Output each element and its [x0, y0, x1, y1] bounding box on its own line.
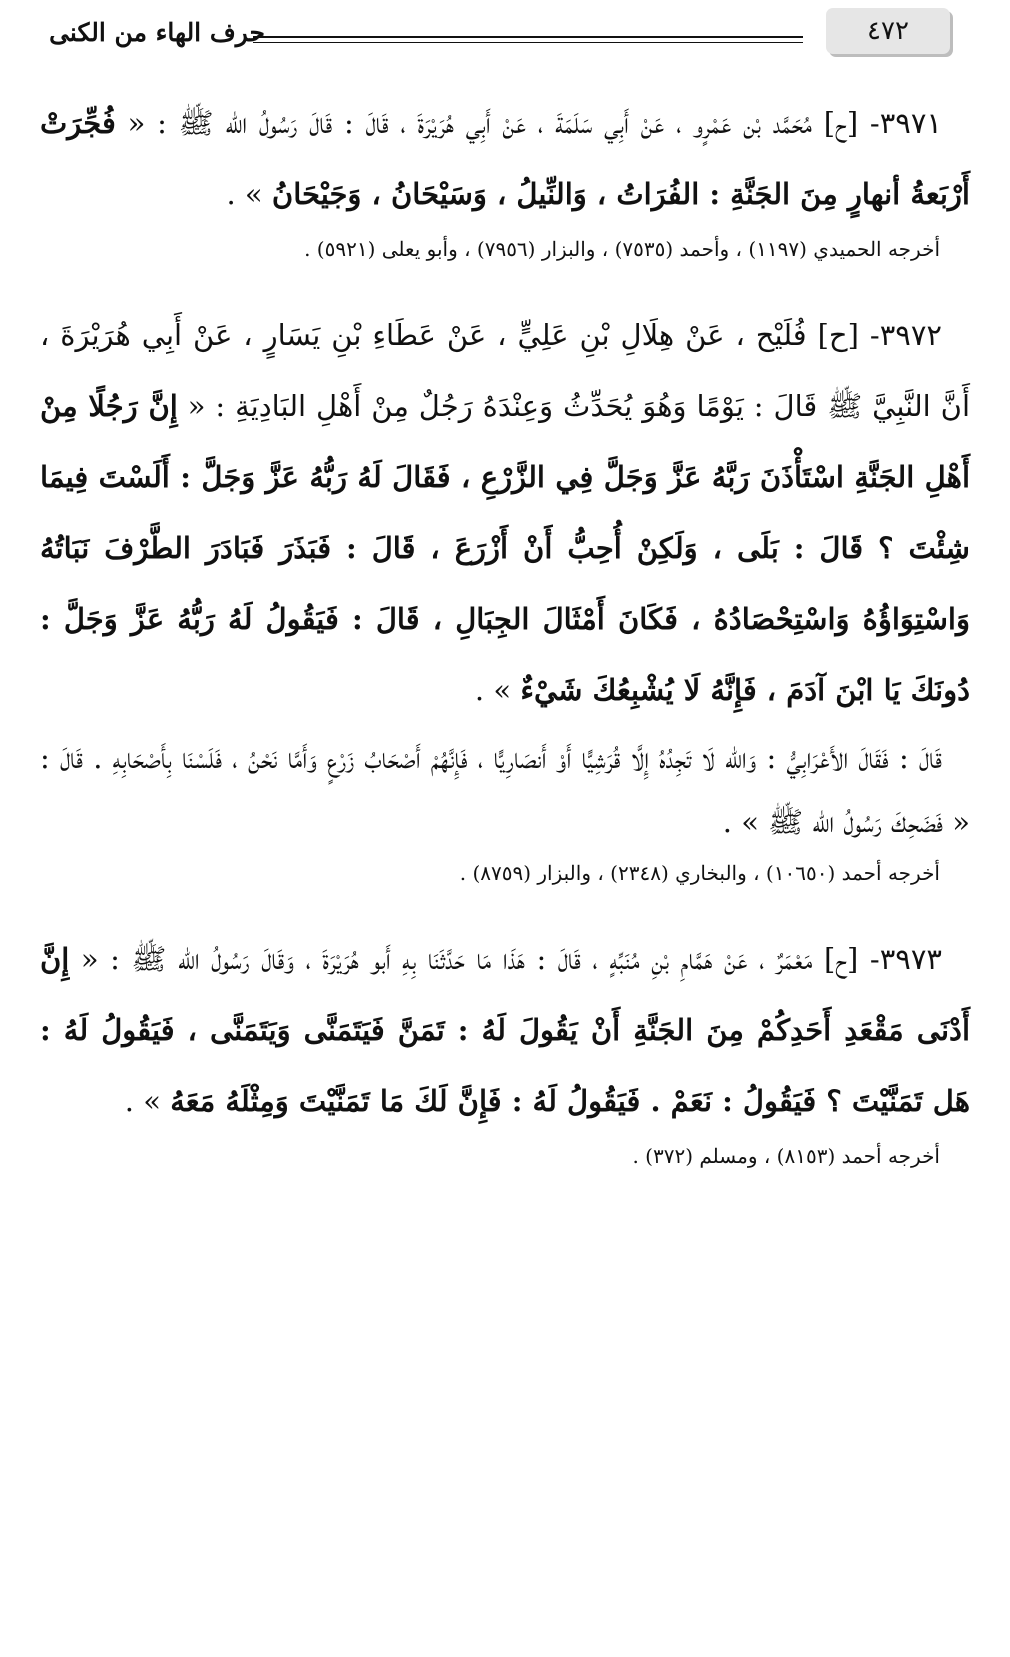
header-rule [253, 36, 803, 38]
chapter-title: حرف الهاء من الكنى [49, 18, 265, 47]
hadith-entry-3972 [40, 300, 970, 726]
entry-close: » . [226, 177, 272, 211]
source-reference: أخرجه أحمد (٨١٥٣) ، ومسلم (٣٧٢) . [632, 1144, 940, 1168]
source-reference: أخرجه الحميدي (١١٩٧) ، وأحمد (٧٥٣٥) ، والبزار (٧٩٥٦) ، وأبو يعلى (٥٩٢١) . [304, 237, 940, 261]
entry-chain: - [ح] فُلَيْح ، عَنْ هِلَالِ بْنِ عَلِيٍّ ، عَنْ عَطَاءِ بْنِ يَسَارٍ ، عَنْ أَبِي هُرَيْرَةَ ، أَنَّ النَّبِيَّ ﷺ قَالَ : يَوْمًا وَهُوَ يُحَدِّثُ وَعِنْدَهُ رَجُلٌ مِنْ أَهْلِ البَادِيَةِ : « [40, 318, 970, 423]
entry-close: » . [474, 673, 521, 707]
hadith-entry-3973 [40, 924, 970, 1137]
hadith-text: إِنَّ أَدْنَى مَقْعَدِ أَحَدِكُمْ مِنَ الجَنَّةِ أَنْ يَقُولَ لَهُ : تَمَنَّ فَيَتَمَنَّى وَيَتَمَنَّى ، فَيَقُولُ لَهُ : هَل تَمَنَّيْتَ ؟ فَيَقُولُ : نَعَمْ . فَيَقُولُ لَهُ : فَإِنَّ لَكَ مَا تَمَنَّيْتَ وَمِثْلَهُ مَعَهُ [40, 942, 970, 1118]
page-header [0, 8, 1010, 58]
entry-number: ٣٩٧١ [879, 106, 942, 140]
header-rule-thin [253, 42, 803, 43]
page-number: ٤٧٢ [826, 8, 950, 54]
hadith-note: قَالَ : فَقَالَ الأَعْرَابِيُّ : وَالله لَا تَجِدُهُ إِلَّا قُرَشِيًّا أَوْ أَنصَارِيًّا ، فَإِنَّهُمْ أَصْحَابُ زَرْعٍ وَأَمَّا نَحْنُ ، فَلَسْنَا بِأَصْحَابِهِ . قَالَ : « فَضَحِكَ رَسُولُ الله ﷺ » . [40, 741, 970, 839]
entry-number: ٣٩٧٣ [879, 942, 942, 976]
source-reference: أخرجه أحمد (١٠٦٥٠) ، والبخاري (٢٣٤٨) ، والبزار (٨٧٥٩) . [459, 861, 940, 885]
entry-close: » . [124, 1084, 171, 1118]
hadith-text: إِنَّ رَجُلًا مِنْ أَهْلِ الجَنَّةِ اسْتَأْذَنَ رَبَّهُ عَزَّ وَجَلَّ فِي الزَّرْعِ ، فَقَالَ لَهُ رَبُّهُ عَزَّ وَجَلَّ : أَلَسْتَ فِيمَا شِئْتَ ؟ قَالَ : بَلَى ، وَلَكِنْ أُحِبُّ أَنْ أَزْرَعَ ، قَالَ : فَبَذَرَ فَبَادَرَ الطَّرْفَ نَبَاتُهُ وَاسْتِوَاؤُهُ وَاسْتِحْصَادُهُ ، فَكَانَ أَمْثَالَ الجِبَالِ ، قَالَ : فَيَقُولُ لَهُ رَبُّهُ عَزَّ وَجَلَّ : دُونَكَ يَا ابْنَ آدَمَ ، فَإِنَّهُ لَا يُشْبِعُكَ شَيْءٌ [40, 389, 970, 707]
entry-chain: - [ح] مَعْمَرٌ ، عَنْ هَمَّامِ بْنِ مُنَبِّهٍ ، قَالَ : هَذَا مَا حَدَّثَنَا بِهِ أَبو هُرَيْرَةَ ، وَقَالَ رَسُولُ الله ﷺ : « [69, 942, 880, 976]
entry-number: ٣٩٧٢ [879, 318, 942, 352]
hadith-text: فُجِّرَتْ أَرْبَعةُ أنهارٍ مِنَ الجَنَّةِ : الفُرَاتُ ، وَالنِّيلُ ، وَسَيْحَانُ ، وَجَيْحَانُ [40, 106, 970, 211]
page-body [40, 88, 970, 1207]
hadith-entry-3971 [40, 88, 970, 230]
entry-chain: - [ح] مُحَمَّد بْن عَمْرٍو ، عَنْ أَبِي سَلَمَةَ ، عَنْ أَبِي هُرَيْرَةَ ، قَالَ : قَالَ رَسُولُ الله ﷺ : « [115, 106, 880, 140]
